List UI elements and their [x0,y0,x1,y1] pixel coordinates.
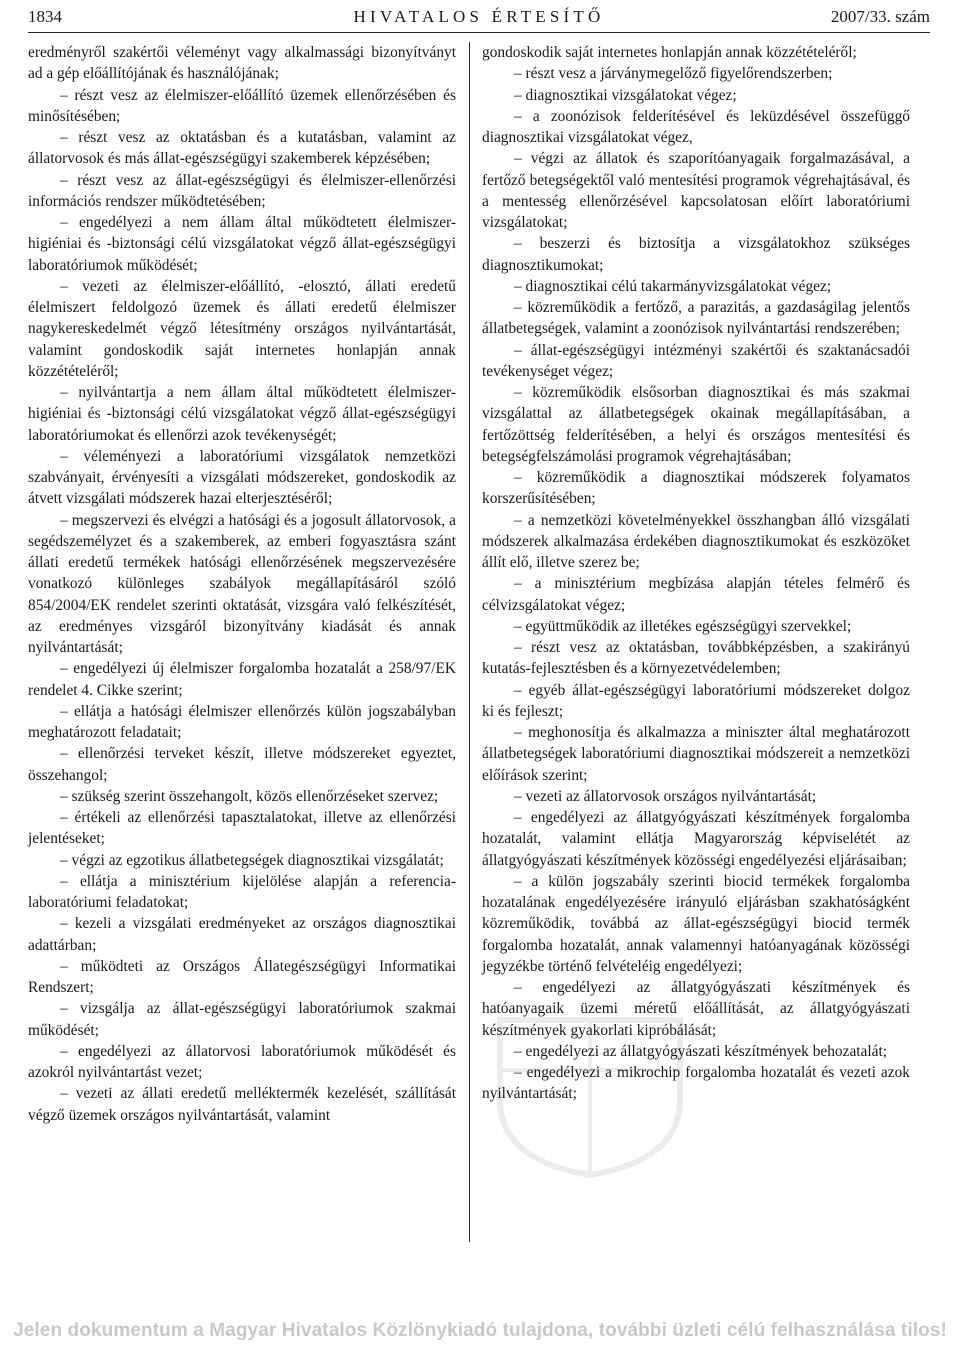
list-item: – vezeti az állatorvosok országos nyilvántartását; [514,787,817,805]
list-item: – a zoonózisok felderítésével és leküzdésével összefüggő diagnosztikai vizsgálatokat végez, [482,107,910,146]
list-item: – engedélyezi az állatgyógyászati készítmények behozatalát; [514,1042,888,1060]
issue-number: 2007/33. szám [830,7,930,26]
list-item: – megszervezi és elvégzi a hatósági és a jogosult állatorvosok, a segédszemélyzet és a szakemberek, az emberi fogyasztásra szánt állati eredetű termékek hatósági ellenőrzésének megszervezésére vonatkozó különleges szabályok megállapításáról szóló 854/2004/EK rendelet szerinti oktatását, vizsgára való felkészítését, az eredményes vizsgáról bizonyítvány kiadását és annak nyilvántartását; [28,511,456,656]
right-intro-text: gondoskodik saját internetes honlapján annak közzétételéről; [482,44,857,61]
list-item: – engedélyezi az állatgyógyászati készítmények forgalomba hozatalát, valamint ellátja Magyarország képviselétét az állatgyógyászati készítmények közösségi engedélyezési eljárásaiban; [482,809,910,869]
list-item: – diagnosztikai vizsgálatokat végez; [514,86,737,104]
list-item: – a nemzetközi követelményekkel összhangban álló vizsgálati módszerek alkalmazása érdekében diagnosztikumokat és eszközöket állít elő, illetve szerez be; [482,511,910,571]
list-item: – közreműködik elsősorban diagnosztikai és más szakmai vizsgálattal az állatbetegségek okainak megállapításában, a fertőzöttség felderítésében, a helyi és országos mentesítési és betegségfelszámolási programok végrehajtásában; [482,384,910,465]
right-column [482,42,910,1105]
left-intro-text: eredményről szakértői véleményt vagy alkalmassági bizonyítványt ad a gép előállítójának és használójának; [28,44,456,83]
list-item: – állat-egészségügyi intézményi szakértői és szaktanácsadói tevékenységet végez; [482,341,910,380]
list-item: – engedélyezi a mikrochip forgalomba hozatalát és vezeti azok nyilvántartását; [482,1064,910,1103]
list-item: – diagnosztikai célú takarmányvizsgálatokat végez; [514,277,832,295]
list-item: – beszerzi és biztosítja a vizsgálatokhoz szükséges diagnosztikumokat; [482,235,910,274]
list-item: – nyilvántartja a nem állam által működtetett élelmiszer-higiéniai és -biztonsági célú vizsgálatokat végző állat-egészségügyi laboratóriumokat és ellenőrzi azok tevékenységét; [28,384,456,444]
list-item: – közreműködik a fertőző, a parazitás, a gazdaságilag jelentős állatbetegségek, valamint a zoonózisok nyilvántartási rendszerében; [482,299,910,338]
list-item: – egyéb állat-egészségügyi laboratóriumi módszereket dolgoz ki és fejleszt; [482,681,910,720]
copyright-notice: Jelen dokumentum a Magyar Hivatalos Közlönykiadó tulajdona, további üzleti célú felhasználása tilos! [13,1320,947,1341]
list-item: – engedélyezi az állatorvosi laboratóriumok működését és azokról nyilvántartást vezet; [28,1042,456,1081]
list-item: – értékeli az ellenőrzési tapasztalatokat, illetve az ellenőrzési jelentéseket; [28,809,456,848]
list-item: – részt vesz az élelmiszer-előállító üzemek ellenőrzésében és minősítésében; [28,86,456,125]
list-item: – együttműködik az illetékes egészségügyi szervekkel; [514,617,852,635]
list-item: – végzi az egzotikus állatbetegségek diagnosztikai vizsgálatát; [60,851,444,869]
list-item: – végzi az állatok és szaporítóanyagaik forgalmazásával, a fertőző betegségektől való mentesítési programok végrehajtásával, és a mentesség ellenőrzésével kapcsolatosan előírt laboratóriumi vizsgálatokat; [482,150,910,231]
list-item: – közreműködik a diagnosztikai módszerek folyamatos korszerűsítésében; [482,469,910,508]
list-item: – a külön jogszabály szerinti biocid termékek forgalomba hozatalának engedélyezésére irányuló eljárásban szakhatóságként közreműködik, továbbá az állat-egészségügyi biocid termék forgalomba hozatalát, annak valamennyi hatóanyagának közösségi jegyzékbe történő felvételéig engedélyezi; [482,872,910,975]
left-item-list [28,85,456,1126]
list-item: – ellátja a hatósági élelmiszer ellenőrzés külön jogszabályban meghatározott feladatait; [28,702,456,741]
list-item: – engedélyezi új élelmiszer forgalomba hozatalát a 258/97/EK rendelet 4. Cikke szerint; [28,660,456,699]
list-item: – vizsgálja az állat-egészségügyi laboratóriumok szakmai működését; [28,1000,456,1039]
list-item: – meghonosítja és alkalmazza a miniszter által meghatározott állatbetegségek laboratóriumi diagnosztikai módszereit a nemzetközi előírások szerint; [482,724,910,784]
column-divider [469,42,470,1242]
list-item: – engedélyezi az állatgyógyászati készítmények és hatóanyagaik üzemi méretű előállítását, az állatgyógyászati készítmények gyakorlati kipróbálását; [482,979,910,1039]
running-header [28,4,930,30]
list-item: – engedélyezi a nem állam által működtetett élelmiszer-higiéniai és -biztonsági célú vizsgálatokat végző állat-egészségügyi laboratóriumok működését; [28,214,456,274]
list-item: – véleményezi a laboratóriumi vizsgálatok nemzetközi szabványait, érvényesíti a vizsgálati módszereket, gondoskodik az átvett vizsgálati módszerek hazai elterjesztéséről; [28,447,456,508]
list-item: – részt vesz az oktatásban, továbbképzésben, a szakirányú kutatás-fejlesztésben és a környezetvédelemben; [482,639,910,678]
list-item: – részt vesz a járványmegelőző figyelőrendszerben; [514,65,833,83]
list-item: – kezeli a vizsgálati eredményeket az országos diagnosztikai adattárban; [28,915,456,954]
publication-title: HIVATALOS ÉRTESÍTŐ [353,7,605,26]
list-item: – ellenőrzési terveket készít, illetve módszereket egyeztet, összehangol; [28,745,456,784]
list-item: – részt vesz az oktatásban és a kutatásban, valamint az állatorvosok és más állat-egészségügyi szakemberek képzésében; [28,129,456,168]
list-item: – részt vesz az állat-egészségügyi és élelmiszer-ellenőrzési információs rendszer működtetésében; [28,171,456,210]
page-number: 1834 [28,7,62,26]
list-item: – ellátja a minisztérium kijelölése alapján a referencia-laboratóriumi feladatokat; [28,872,456,911]
header-rule [28,32,930,33]
right-item-list [482,63,910,1104]
list-item: – működteti az Országos Állategészségügyi Informatikai Rendszert; [28,957,456,996]
list-item: – vezeti az állati eredetű melléktermék kezelését, szállítását végző üzemek országos nyilvántartását, valamint [28,1085,456,1124]
list-item: – vezeti az élelmiszer-előállító, -elosztó, állati eredetű élelmiszert feldolgozó üzemek és állati eredetű élelmiszer nagykereskedelmét végző létesítmény országos nyilvántartását, valamint gondoskodik saját internetes honlapján annak közzétételéről; [28,277,456,380]
list-item: – a minisztérium megbízása alapján tételes felmérő és célvizsgálatokat végez; [482,575,910,614]
left-column [28,42,456,1126]
list-item: – szükség szerint összehangolt, közös ellenőrzéseket szervez; [60,787,439,805]
